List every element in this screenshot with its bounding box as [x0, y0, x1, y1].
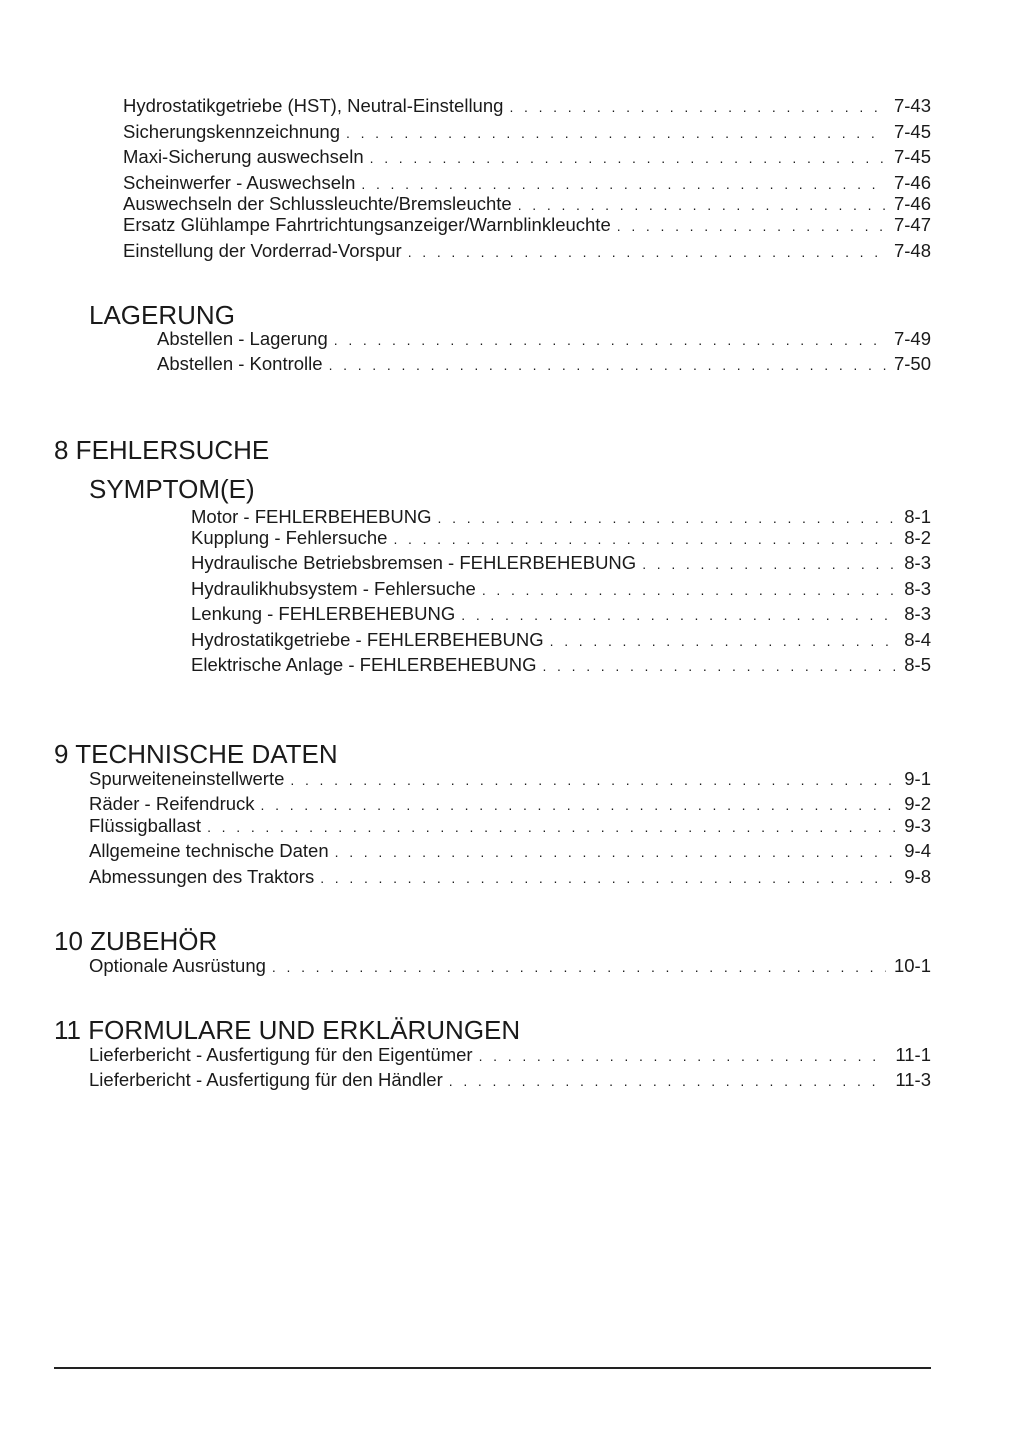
toc-entry-page: 9-8	[904, 866, 931, 887]
toc-entry-page: 8-3	[904, 603, 931, 624]
toc-entry[interactable]	[89, 1068, 931, 1092]
toc-entry-page: 8-5	[904, 654, 931, 675]
toc-entry[interactable]	[191, 551, 931, 575]
toc-entry-label: Flüssigballast	[89, 815, 202, 836]
dot-leader	[335, 840, 897, 864]
toc-entry-page: 8-1	[904, 506, 931, 527]
toc-entry[interactable]	[191, 602, 931, 626]
toc-entry-label: Maxi-Sicherung auswechseln	[123, 146, 364, 167]
toc-entry[interactable]	[123, 120, 931, 144]
toc-entry[interactable]	[123, 94, 931, 118]
toc-entry-page: 9-3	[904, 815, 931, 836]
toc-entry-label: Motor - FEHLERBEHEBUNG	[191, 506, 432, 527]
toc-entry[interactable]	[89, 865, 931, 889]
toc-entry[interactable]	[123, 239, 931, 263]
toc-entry[interactable]	[191, 577, 931, 601]
chapter-heading-10: 10 ZUBEHÖR	[54, 926, 218, 956]
dot-leader	[290, 768, 896, 792]
dot-leader	[346, 121, 886, 145]
toc-entry-page: 10-1	[893, 955, 931, 976]
dot-leader	[617, 214, 886, 238]
toc-entry-page: 7-47	[893, 214, 931, 235]
toc-entry[interactable]	[191, 653, 931, 677]
toc-entry-page: 9-2	[904, 793, 931, 814]
section-heading-lagerung: LAGERUNG	[89, 300, 235, 330]
toc-entry-label: Lieferbericht - Ausfertigung für den Händler	[89, 1069, 443, 1090]
toc-entry-page: 8-2	[904, 527, 931, 548]
toc-entry-label: Lieferbericht - Ausfertigung für den Eigentümer	[89, 1044, 473, 1065]
toc-entry[interactable]	[123, 213, 931, 237]
toc-entry-page: 7-45	[893, 146, 931, 167]
dot-leader	[320, 866, 896, 890]
toc-entry-page: 7-46	[893, 193, 931, 214]
toc-entry-label: Scheinwerfer - Auswechseln	[123, 172, 356, 193]
toc-entry[interactable]	[89, 767, 931, 791]
dot-leader	[370, 146, 886, 170]
dot-leader	[207, 815, 896, 839]
dot-leader	[479, 1044, 888, 1068]
toc-entry[interactable]	[191, 526, 931, 550]
toc-entry-label: Einstellung der Vorderrad-Vorspur	[123, 240, 402, 261]
chapter-heading-8: 8 FEHLERSUCHE	[54, 435, 270, 465]
toc-entry-label: Optionale Ausrüstung	[89, 955, 266, 976]
toc-entry-label: Sicherungskennzeichnung	[123, 121, 341, 142]
toc-entry-page: 7-45	[893, 121, 931, 142]
toc-entry-label: Abstellen - Kontrolle	[157, 353, 323, 374]
dot-leader	[550, 629, 897, 653]
subheading-symptome: SYMPTOM(E)	[89, 474, 255, 504]
toc-entry-page: 7-48	[893, 240, 931, 261]
toc-entry-label: Ersatz Glühlampe Fahrtrichtungsanzeiger/Warnblinkleuchte	[123, 214, 611, 235]
chapter-heading-11: 11 FORMULARE UND ERKLÄRUNGEN	[54, 1015, 521, 1045]
toc-entry-page: 7-46	[893, 172, 931, 193]
toc-entry-label: Abstellen - Lagerung	[157, 328, 328, 349]
toc-entry-label: Kupplung - Fehlersuche	[191, 527, 388, 548]
dot-leader	[272, 955, 886, 979]
dot-leader	[449, 1069, 888, 1093]
dot-leader	[542, 654, 896, 678]
dot-leader	[393, 527, 896, 551]
dot-leader	[408, 240, 886, 264]
chapter-heading-9: 9 TECHNISCHE DATEN	[54, 739, 338, 769]
toc-entry-label: Hydrostatikgetriebe - FEHLERBEHEBUNG	[191, 629, 544, 650]
toc-entry-label: Abmessungen des Traktors	[89, 866, 315, 887]
dot-leader	[334, 328, 886, 352]
toc-entry-label: Spurweiteneinstellwerte	[89, 768, 285, 789]
toc-entry-page: 7-49	[893, 328, 931, 349]
toc-entry[interactable]	[89, 814, 931, 838]
toc-entry-label: Allgemeine technische Daten	[89, 840, 329, 861]
toc-entry-label: Hydraulische Betriebsbremsen - FEHLERBEHEBUNG	[191, 552, 637, 573]
toc-entry-label: Räder - Reifendruck	[89, 793, 255, 814]
toc-entry-page: 8-4	[904, 629, 931, 650]
toc-entry-label: Elektrische Anlage - FEHLERBEHEBUNG	[191, 654, 537, 675]
toc-entry-label: Auswechseln der Schlussleuchte/Bremsleuchte	[123, 193, 512, 214]
toc-entry-page: 9-4	[904, 840, 931, 861]
toc-entry[interactable]	[89, 839, 931, 863]
toc-entry-page: 11-3	[895, 1069, 931, 1090]
dot-leader	[642, 552, 896, 576]
dot-leader	[329, 353, 886, 377]
toc-entry-label: Hydraulikhubsystem - Fehlersuche	[191, 578, 476, 599]
dot-leader	[509, 95, 886, 119]
toc-entry-label: Lenkung - FEHLERBEHEBUNG	[191, 603, 456, 624]
toc-entry[interactable]	[191, 628, 931, 652]
toc-entry-page: 11-1	[895, 1044, 931, 1065]
toc-entry[interactable]	[89, 792, 931, 816]
dot-leader	[482, 578, 896, 602]
toc-entry[interactable]	[157, 327, 931, 351]
footer-divider	[54, 1367, 931, 1369]
toc-entry-label: Hydrostatikgetriebe (HST), Neutral-Einstellung	[123, 95, 504, 116]
toc-entry-page: 7-50	[893, 353, 931, 374]
toc-entry[interactable]	[89, 1043, 931, 1067]
toc-entry[interactable]	[123, 145, 931, 169]
toc-entry-page: 8-3	[904, 552, 931, 573]
dot-leader	[461, 603, 896, 627]
toc-entry-page: 9-1	[904, 768, 931, 789]
toc-entry[interactable]	[157, 352, 931, 376]
toc-entry[interactable]	[89, 954, 931, 978]
toc-entry-page: 7-43	[893, 95, 931, 116]
toc-entry-page: 8-3	[904, 578, 931, 599]
